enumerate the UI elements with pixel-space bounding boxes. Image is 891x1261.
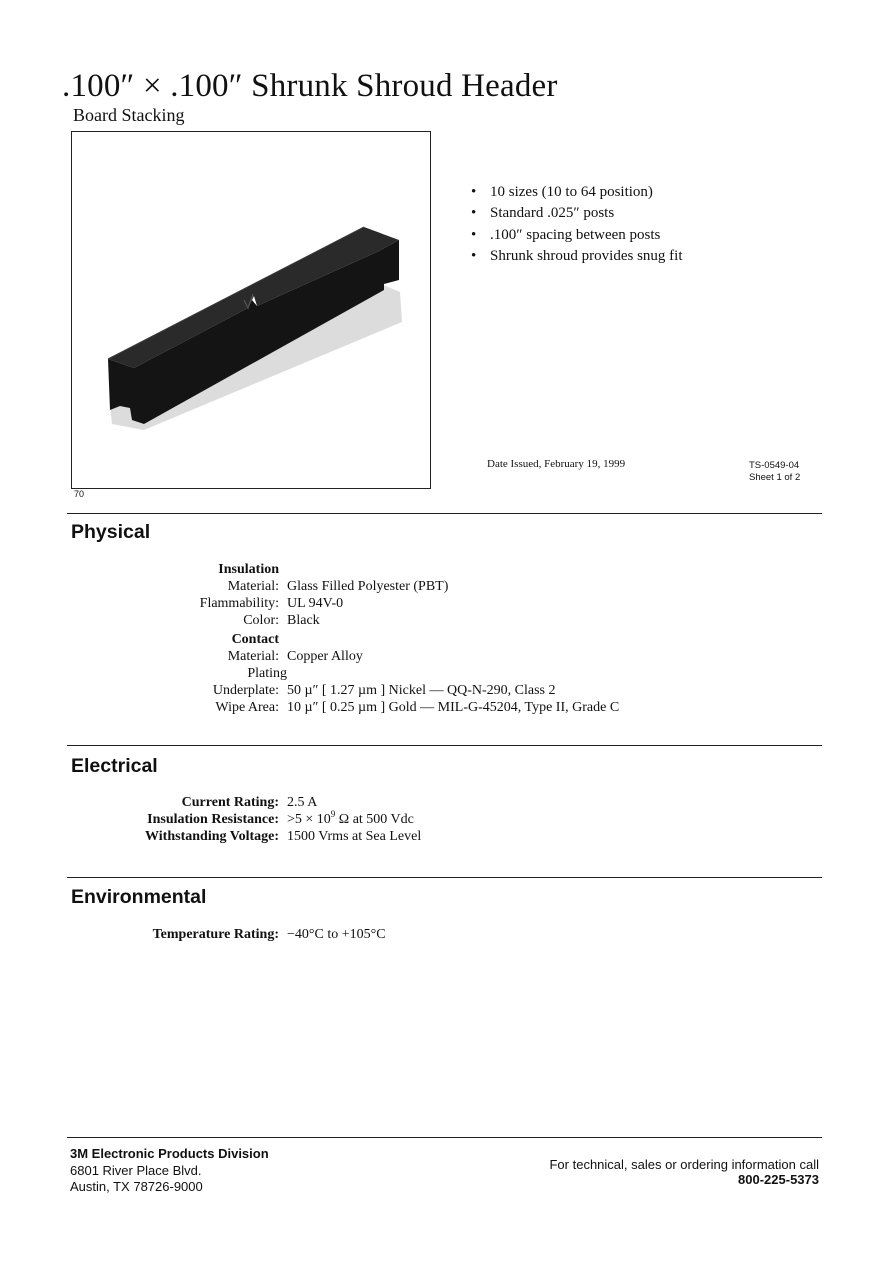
document-number: TS-0549-04 <box>749 460 800 471</box>
environmental-heading: Environmental <box>71 886 207 908</box>
page-subtitle: Board Stacking <box>73 105 185 125</box>
contact-material-value: Copper Alloy <box>287 649 363 664</box>
header-connector-image <box>72 132 429 487</box>
feature-item: • .100″ spacing between posts <box>468 225 683 246</box>
color-value: Black <box>287 613 320 628</box>
section-divider <box>67 745 822 746</box>
photo-code: 70 <box>74 489 85 499</box>
feature-list <box>468 182 683 267</box>
spec-label: Flammability: <box>199 596 279 611</box>
feature-item: • 10 sizes (10 to 64 position) <box>468 182 683 203</box>
spec-label: Material: <box>227 579 279 594</box>
sheet-number: Sheet 1 of 2 <box>749 472 801 483</box>
document-number-block <box>749 460 800 484</box>
spec-label: Insulation Resistance: <box>147 812 279 827</box>
address-line: 6801 River Place Blvd. <box>70 1163 202 1178</box>
division-address <box>70 1163 203 1194</box>
flammability-value: UL 94V-0 <box>287 596 344 611</box>
product-photo-frame <box>71 131 431 489</box>
date-issued: Date Issued, February 19, 1999 <box>487 458 626 470</box>
temperature-rating-value: −40°C to +105°C <box>287 927 386 942</box>
spec-label: Withstanding Voltage: <box>145 829 279 844</box>
spec-label: Temperature Rating: <box>152 927 279 942</box>
section-divider <box>67 877 822 878</box>
insulation-heading: Insulation <box>218 562 279 577</box>
section-divider <box>67 513 822 514</box>
feature-item: • Shrunk shroud provides snug fit <box>468 246 683 267</box>
physical-specs <box>67 561 619 716</box>
underplate-value: 50 µ″ [ 1.27 µm ] Nickel — QQ-N-290, Class 2 <box>287 683 556 698</box>
contact-text: For technical, sales or ordering information call <box>549 1157 819 1172</box>
withstanding-voltage-value: 1500 Vrms at Sea Level <box>287 829 422 844</box>
division-name: 3M Electronic Products Division <box>70 1146 269 1161</box>
environmental-specs <box>67 926 386 943</box>
phone-number: 800-225-5373 <box>738 1171 819 1187</box>
spec-label: Material: <box>227 649 279 664</box>
wipe-area-value: 10 µ″ [ 0.25 µm ] Gold — MIL-G-45204, Type II, Grade C <box>287 700 620 715</box>
spec-label: Color: <box>243 613 279 628</box>
physical-heading: Physical <box>71 521 151 543</box>
current-rating-value: 2.5 A <box>287 795 318 810</box>
plating-label: Plating <box>247 666 287 681</box>
footer-divider <box>67 1137 822 1138</box>
spec-label: Underplate: <box>212 683 279 698</box>
insulation-material-value: Glass Filled Polyester (PBT) <box>287 579 449 594</box>
spec-label: Current Rating: <box>181 795 279 810</box>
electrical-heading: Electrical <box>71 755 158 777</box>
contact-heading: Contact <box>231 632 279 647</box>
feature-item: • Standard .025″ posts <box>468 203 683 224</box>
insulation-resistance-value: $>5 \times 10^9$ Ω at 500 Vdc <box>287 809 414 827</box>
contact-block <box>549 1158 819 1187</box>
electrical-specs <box>67 794 421 845</box>
page-title: .100″ × .100″ Shrunk Shroud Header <box>62 68 558 104</box>
spec-label: Wipe Area: <box>215 700 279 715</box>
address-line: Austin, TX 78726-9000 <box>70 1178 203 1194</box>
